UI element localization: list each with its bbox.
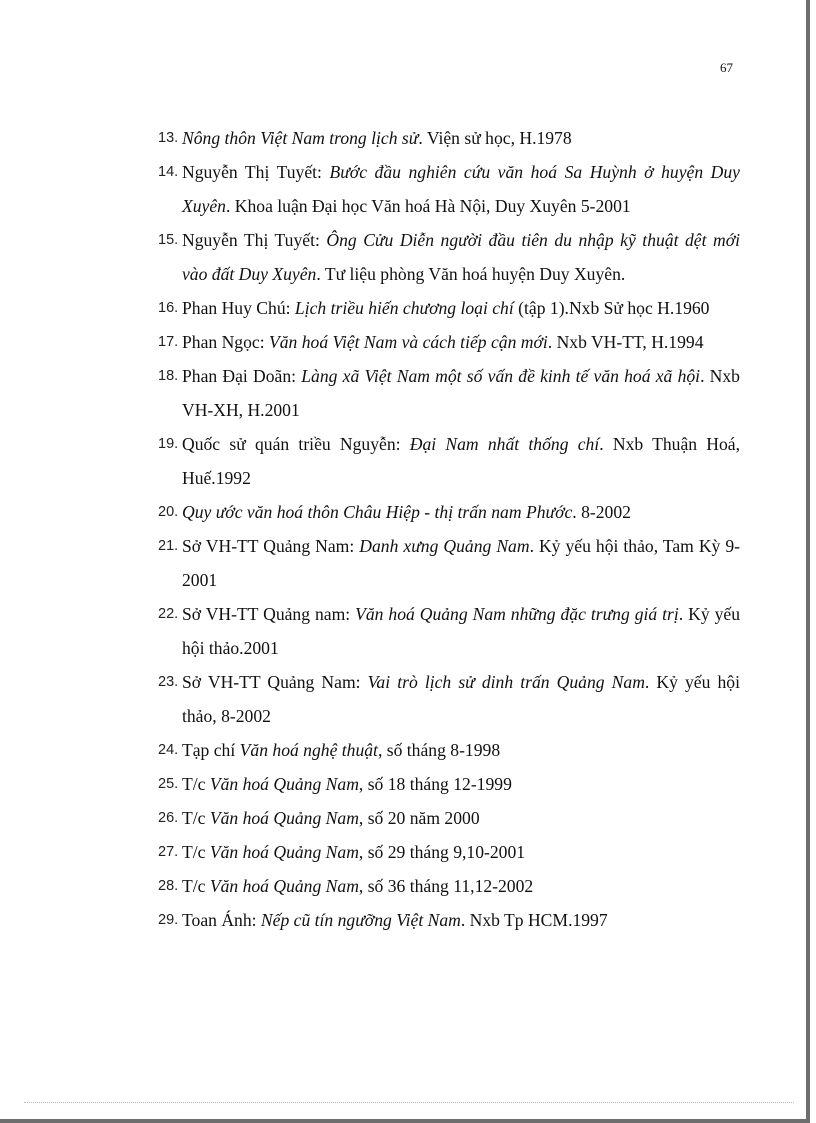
reference-item <box>158 223 740 291</box>
reference-details: , số tháng 8-1998 <box>377 740 501 760</box>
reference-author: T/c <box>182 774 210 794</box>
reference-number: 16. <box>158 300 179 316</box>
reference-title: Vai trò lịch sử dinh trấn Quảng Nam <box>367 672 645 692</box>
reference-item <box>158 121 740 155</box>
reference-item <box>158 597 740 665</box>
page-edge-bottom <box>0 1119 810 1123</box>
reference-details: , số 20 năm 2000 <box>358 808 480 828</box>
reference-number: 18. <box>158 368 179 384</box>
reference-number: 17. <box>158 334 179 350</box>
reference-author: Sở VH-TT Quảng nam: <box>182 604 356 624</box>
reference-title: Văn hoá Quảng Nam <box>209 842 359 862</box>
reference-title: Đại Nam nhất thống chí <box>409 434 600 454</box>
reference-details: , số 29 tháng 9,10-2001 <box>358 842 526 862</box>
reference-details: . 8-2002 <box>572 502 631 522</box>
reference-number: 20. <box>158 504 179 520</box>
reference-details: . Kỷ yếu hội thảo, 8-2002 <box>182 672 740 726</box>
reference-title: Văn hoá Quảng Nam những đặc trưng giá trị <box>355 604 679 624</box>
reference-number: 27. <box>158 844 179 860</box>
reference-item <box>158 325 740 359</box>
reference-number: 25. <box>158 776 179 792</box>
reference-item <box>158 155 740 223</box>
reference-number: 21. <box>158 538 179 554</box>
reference-title: Văn hoá Việt Nam và cách tiếp cận mới <box>268 332 548 352</box>
reference-number: 14. <box>158 164 179 180</box>
reference-title: Bước đầu nghiên cứu văn hoá Sa Huỳnh ở huyện Duy Xuyên <box>182 162 740 216</box>
reference-details: . Nxb VH-TT, H.1994 <box>547 332 704 352</box>
reference-number: 29. <box>158 912 179 928</box>
reference-details: . Nxb VH-XH, H.2001 <box>182 366 740 420</box>
reference-author: Tạp chí <box>182 740 240 760</box>
reference-author: Nguyễn Thị Tuyết: <box>182 162 330 182</box>
reference-title: Ông Cửu Diễn người đầu tiên du nhập kỹ thuật dệt mới vào đất Duy Xuyên <box>182 230 740 284</box>
reference-item <box>158 903 740 937</box>
reference-details: . Kỷ yếu hội thảo, Tam Kỳ 9-2001 <box>182 536 740 590</box>
reference-item <box>158 359 740 427</box>
reference-details: . Khoa luận Đại học Văn hoá Hà Nội, Duy Xuyên 5-2001 <box>225 196 631 216</box>
reference-details: . Nxb Tp HCM.1997 <box>460 910 608 930</box>
reference-item <box>158 801 740 835</box>
reference-author: Phan Ngọc: <box>182 332 269 352</box>
reference-details: . Viện sử học, H.1978 <box>418 128 572 148</box>
reference-details: . Tư liệu phòng Văn hoá huyện Duy Xuyên. <box>316 264 626 284</box>
reference-details: . Kỷ yếu hội thảo.2001 <box>182 604 741 658</box>
reference-number: 22. <box>158 606 179 622</box>
page-break-line <box>24 1102 794 1103</box>
reference-author: Phan Đại Doãn: <box>182 366 302 386</box>
page-edge-right <box>806 0 810 1123</box>
reference-number: 13. <box>158 130 179 146</box>
reference-item <box>158 767 740 801</box>
reference-number: 15. <box>158 232 179 248</box>
reference-title: Văn hoá Quảng Nam <box>209 774 359 794</box>
reference-author: Nguyễn Thị Tuyết: <box>182 230 327 250</box>
reference-item <box>158 869 740 903</box>
reference-number: 19. <box>158 436 179 452</box>
reference-author: Sở VH-TT Quảng Nam: <box>182 672 368 692</box>
reference-details: , số 18 tháng 12-1999 <box>358 774 512 794</box>
reference-item <box>158 529 740 597</box>
reference-list <box>158 121 740 937</box>
reference-title: Văn hoá nghệ thuật <box>239 740 378 760</box>
reference-author: T/c <box>182 808 210 828</box>
reference-number: 26. <box>158 810 179 826</box>
reference-details: , số 36 tháng 11,12-2002 <box>358 876 534 896</box>
reference-number: 24. <box>158 742 179 758</box>
reference-title: Văn hoá Quảng Nam <box>209 876 359 896</box>
reference-author: Quốc sử quán triều Nguyễn: <box>182 434 410 454</box>
reference-number: 28. <box>158 878 179 894</box>
reference-details: . Nxb Thuận Hoá, Huế.1992 <box>182 434 741 488</box>
reference-item <box>158 733 740 767</box>
reference-item <box>158 291 740 325</box>
reference-author: T/c <box>182 842 210 862</box>
reference-details: (tập 1).Nxb Sử học H.1960 <box>513 298 710 318</box>
reference-item <box>158 665 740 733</box>
reference-title: Danh xưng Quảng Nam <box>359 536 530 556</box>
reference-author: Phan Huy Chú: <box>182 298 295 318</box>
page-number: 67 <box>720 60 733 75</box>
reference-item <box>158 427 740 495</box>
reference-title: Nông thôn Việt Nam trong lịch sử <box>182 128 419 148</box>
reference-author: Toan Ánh: <box>182 910 261 930</box>
reference-title: Văn hoá Quảng Nam <box>209 808 359 828</box>
reference-item <box>158 495 740 529</box>
reference-title: Làng xã Việt Nam một số vấn đề kinh tế văn hoá xã hội <box>301 366 701 386</box>
reference-title: Nếp cũ tín ngưỡng Việt Nam <box>260 910 461 930</box>
reference-item <box>158 835 740 869</box>
reference-title: Quy ước văn hoá thôn Châu Hiệp - thị trấn nam Phước <box>182 502 573 522</box>
reference-title: Lịch triều hiến chương loại chí <box>294 298 514 318</box>
reference-author: T/c <box>182 876 210 896</box>
reference-author: Sở VH-TT Quảng Nam: <box>182 536 360 556</box>
reference-number: 23. <box>158 674 179 690</box>
